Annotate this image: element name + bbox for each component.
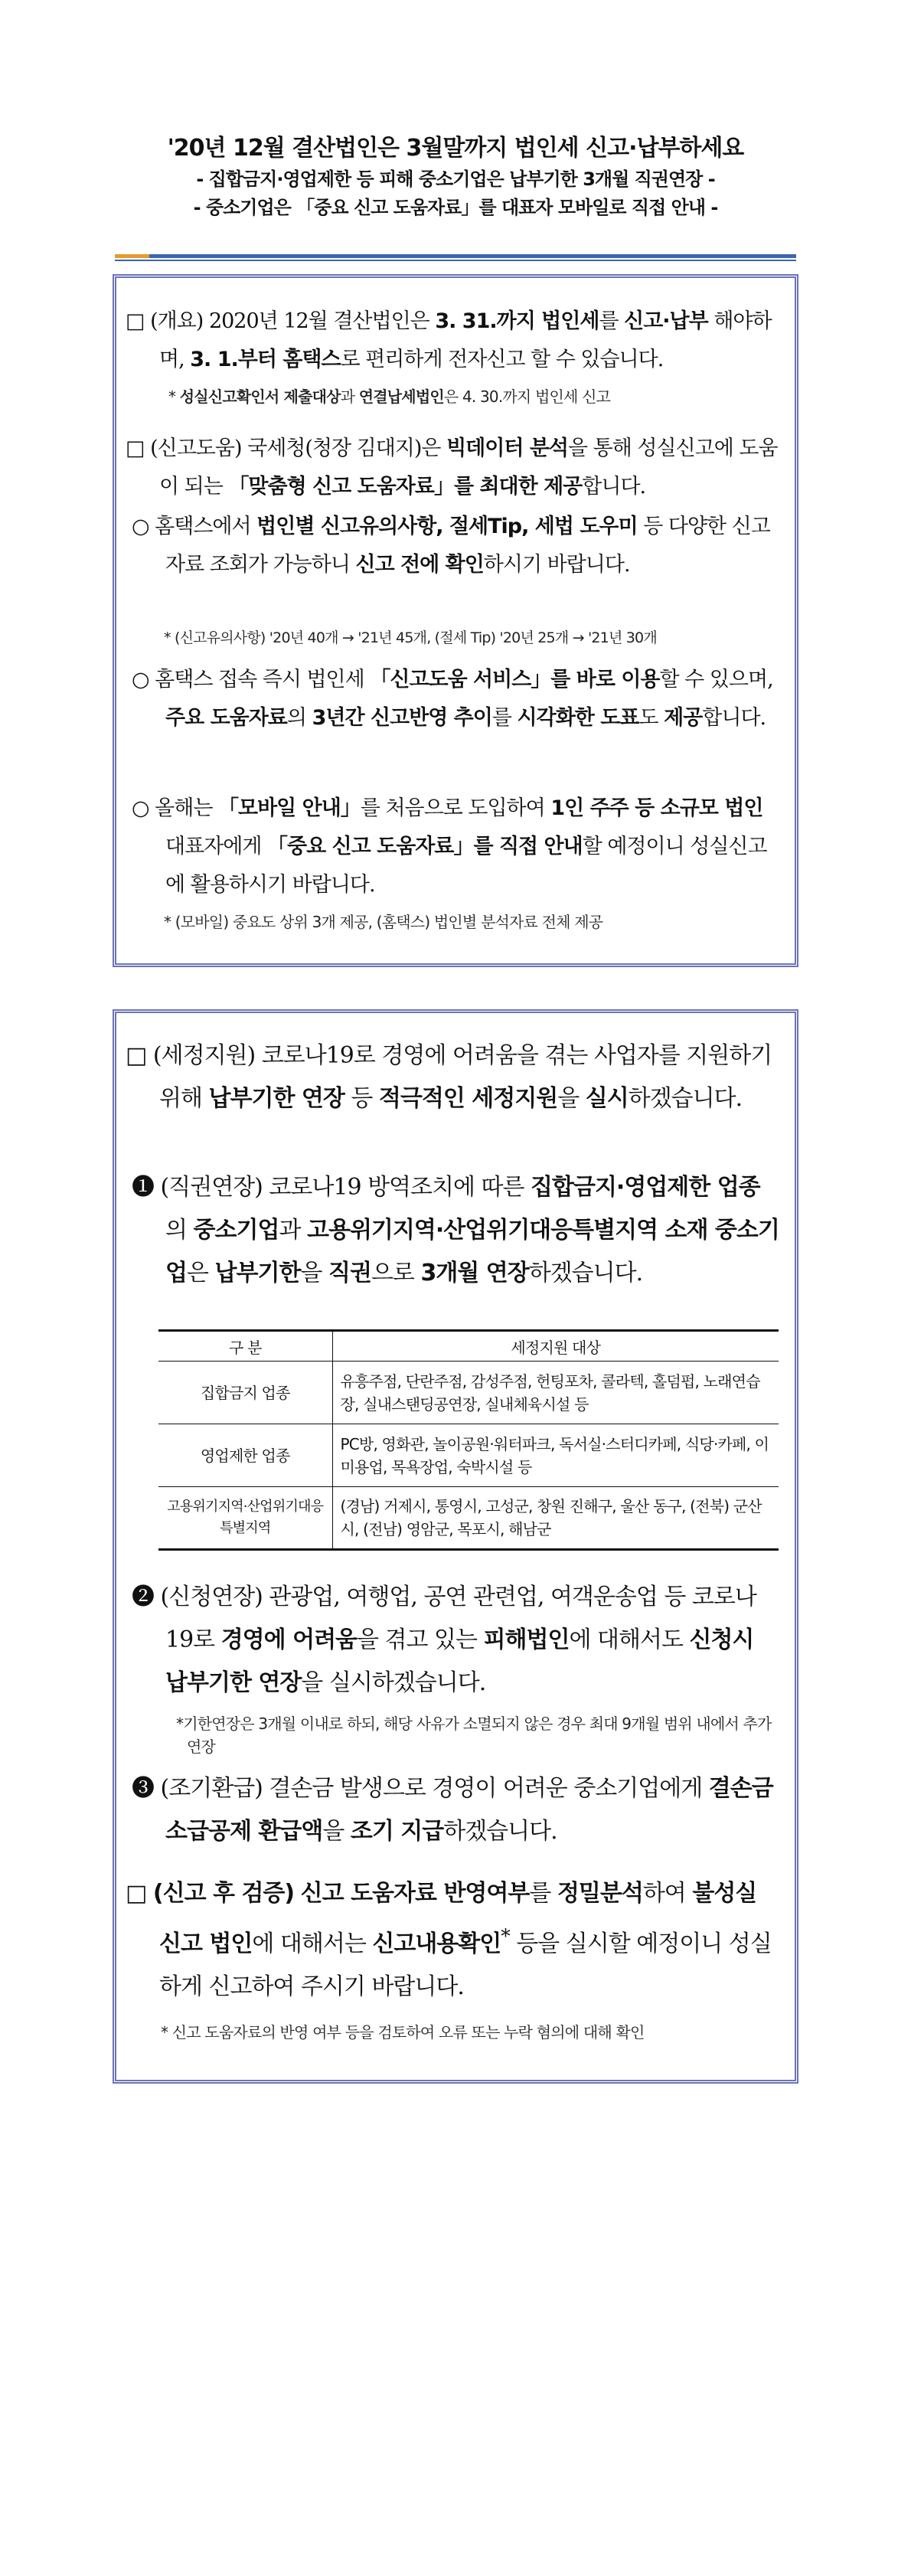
emphasis: 신고 도움자료 반영여부: [300, 1880, 530, 1907]
emphasis: 주요 도움자료: [165, 706, 287, 730]
help-item-1: [132, 508, 781, 584]
table-row: [158, 1487, 779, 1550]
table-cell-targets: 유흥주점, 단란주점, 감성주점, 헌팅포차, 콜라텍, 홀덤펍, 노래연습장, 실내스탠딩공연장, 실내체육시설 등: [332, 1362, 779, 1424]
text: 을: [322, 1818, 344, 1845]
emphasis: 중소기업: [193, 1217, 279, 1244]
checkbox-bullet: □: [126, 1042, 147, 1069]
emphasis: 3년간 신고반영 추이: [312, 706, 492, 730]
emphasis: 법인별 신고유의사항, 절세Tip, 세법 도우미: [256, 515, 638, 538]
text: 올해는: [155, 796, 213, 820]
note-mark: *: [164, 629, 171, 646]
text: 하겠습니다.: [528, 1260, 643, 1286]
text: 할 수 있으며,: [659, 668, 773, 691]
note-mark: *: [168, 387, 176, 406]
table-cell-category: 고용위기지역·산업위기대응특별지역: [158, 1487, 332, 1550]
verify-note: [161, 2021, 785, 2044]
help-item-3: [132, 789, 781, 904]
text: 을: [300, 1260, 322, 1286]
emphasis: 집합금지·영업제한 업종: [531, 1174, 760, 1201]
text: 도: [638, 706, 658, 730]
tag-label: (개요): [150, 309, 204, 333]
emphasis: 「신고도움 서비스」를 바로 이용: [370, 668, 660, 691]
emphasis: 신고·납부: [624, 309, 708, 333]
emphasis: 1인 주주 등 소규모 법인: [550, 796, 763, 820]
emphasis: 신고내용확인: [372, 1930, 501, 1957]
text: 하겠습니다.: [628, 1085, 743, 1112]
text: 해야하며,: [159, 309, 772, 371]
text: 2020년 12월 결산법인은: [208, 309, 429, 333]
text: 하시기 바랍니다.: [483, 553, 630, 577]
subtitle-1: - 집합금지·영업제한 등 피해 중소기업은 납부기한 3개월 직권연장 -: [196, 168, 715, 190]
number-bullet: ❶: [132, 1174, 154, 1201]
emphasis: 빅데이터 분석: [446, 436, 568, 460]
emphasis: 3개월 연장: [420, 1260, 529, 1286]
text: 의: [165, 1217, 187, 1244]
table-row: [158, 1362, 779, 1424]
text: 으로: [371, 1260, 414, 1286]
table-header-cell: 구 분: [158, 1331, 332, 1362]
subtitle-2: - 중소기업은 「중요 신고 도움자료」를 대표자 모바일로 직접 안내 -: [193, 197, 718, 218]
text: 을 통해 성실신고에 도움이 되는: [159, 436, 778, 499]
text: 결손금 발생으로 경영이 어려운 중소기업에게: [269, 1775, 703, 1802]
text: 을 실시하겠습니다.: [301, 1669, 486, 1696]
text: 를 처음으로 도입하여: [360, 796, 545, 820]
text: 할 예정이니 성실신고에 활용하시기 바랍니다.: [165, 835, 767, 897]
emphasis: 시각화한 도표: [517, 706, 639, 730]
text: 로 편리하게 전자신고 할 수 있습니다.: [340, 348, 664, 371]
help-item-3-note: [164, 910, 784, 933]
support-target-table: [158, 1329, 779, 1551]
text: 를: [491, 706, 511, 730]
emphasis: 「중요 신고 도움자료」를 직접 안내: [267, 835, 583, 858]
help-item-2: [132, 661, 781, 737]
emphasis: 정밀분석: [557, 1880, 643, 1907]
checkbox-bullet: □: [126, 436, 145, 460]
note-text: (모바일) 중요도 상위 3개 제공, (홈택스) 법인별 분석자료 전체 제공: [175, 913, 603, 931]
text: 등: [351, 1085, 373, 1112]
text: 홈택스 접속 즉시 법인세: [155, 668, 364, 691]
emphasis: 피해법인: [483, 1626, 570, 1653]
text: 합니다.: [702, 706, 766, 730]
emphasis: 실시: [585, 1085, 629, 1112]
text: 홈택스에서: [155, 515, 251, 538]
note-text: 신고 도움자료의 반영 여부 등을 검토하여 오류 또는 누락 혐의에 대해 확인: [171, 2023, 645, 2042]
tag-label: (세정지원): [152, 1042, 256, 1069]
emphasis: 3. 1.부터 홈택스: [190, 348, 341, 371]
text: 를: [599, 309, 619, 333]
text: 대표자에게: [165, 835, 262, 858]
verify-paragraph: [126, 1872, 780, 2009]
text: 국세청(청장 김대지)은: [247, 436, 441, 460]
emphasis: 직권: [328, 1260, 371, 1286]
text: 코로나19로 경영에 어려움을 겪는 사업자를 지원하기 위해: [159, 1042, 772, 1112]
footnote-mark: *: [501, 1925, 510, 1947]
help-item-1-note: [164, 626, 784, 649]
text: 과: [279, 1217, 301, 1244]
number-bullet: ❸: [132, 1775, 154, 1802]
overview-paragraph: [126, 302, 780, 379]
summary-box: [113, 274, 798, 967]
support-paragraph: [126, 1035, 780, 1120]
emphasis: 「맞춤형 신고 도움자료」를 최대한 제공: [228, 475, 583, 499]
tag-label: (직권연장): [160, 1174, 263, 1201]
text: 에 대해서는: [252, 1930, 366, 1957]
emphasis: 조기 지급: [350, 1818, 444, 1845]
header: [115, 132, 796, 222]
text: 등 다양한 신고 자료 조회가 가능하니: [165, 515, 770, 577]
table-cell-category: 영업제한 업종: [158, 1424, 332, 1487]
text: 을: [557, 1085, 580, 1112]
help-paragraph: [126, 430, 780, 506]
note-text: 기한연장은 3개월 이내로 하되, 해당 사유가 소멸되지 않은 경우 최대 9개월 범위 내에서 추가 연장: [183, 1715, 772, 1756]
emphasis: 경영에 어려움: [220, 1626, 358, 1653]
text: 하겠습니다.: [443, 1818, 557, 1845]
emphasis: 성실신고확인서 제출대상: [179, 387, 341, 406]
note-mark: *: [176, 1715, 184, 1733]
note-mark: *: [164, 913, 171, 931]
emphasis: 불성실 신고 법인: [159, 1880, 757, 1957]
note-mark: *: [161, 2023, 168, 2042]
emphasis: 신청시 납부기한 연장: [165, 1626, 754, 1696]
circle-bullet: ○: [132, 515, 149, 538]
table-cell-category: 집합금지 업종: [158, 1362, 332, 1424]
support-item-2-note: [176, 1712, 781, 1758]
emphasis: 연결납세법인: [358, 387, 444, 406]
support-box: [113, 1009, 798, 2084]
circle-bullet: ○: [132, 796, 149, 820]
emphasis: 납부기한: [214, 1260, 301, 1286]
tag-label: (신고도움): [150, 436, 242, 460]
text: 하여: [642, 1880, 686, 1907]
page-title: '20년 12월 결산법인은 3월말까지 법인세 신고·납부하세요: [167, 135, 744, 162]
divider-thin: [115, 260, 796, 261]
text: 코로나19 방역조치에 따른: [269, 1174, 524, 1201]
text: 의: [286, 706, 306, 730]
text: 에 대해서도: [569, 1626, 683, 1653]
text: 를: [529, 1880, 551, 1907]
support-item-3: [132, 1767, 781, 1853]
emphasis: 3. 31.까지 법인세: [435, 309, 599, 333]
text: 을 겪고 있는: [357, 1626, 478, 1653]
checkbox-bullet: □: [126, 1880, 147, 1907]
tag-label: (신청연장): [160, 1584, 263, 1610]
text: 과: [340, 387, 355, 406]
table-header-cell: 세정지원 대상: [332, 1331, 779, 1362]
tag-label: (조기환급): [160, 1775, 263, 1802]
table-cell-targets: PC방, 영화관, 놀이공원·워터파크, 독서실·스터디카페, 식당·카페, 이미용업, 목욕장업, 숙박시설 등: [332, 1424, 779, 1487]
text: 합니다.: [582, 475, 646, 499]
text: 관광업, 여행업, 공연 관련업, 여객운송업 등 코로나19로: [165, 1584, 756, 1653]
divider-orange: [115, 254, 149, 258]
emphasis: 신고 전에 확인: [355, 553, 484, 577]
table-header-row: [158, 1331, 779, 1362]
divider-blue: [149, 254, 796, 258]
emphasis: 결손금소급공제 환급액: [165, 1775, 773, 1845]
emphasis: 제공: [664, 706, 703, 730]
emphasis: 납부기한 연장: [208, 1085, 344, 1112]
emphasis: 고용위기지역·산업위기대응특별지역 소재 중소기업: [165, 1217, 779, 1286]
text: 은 4. 30.까지 법인세 신고: [443, 387, 611, 406]
support-item-1: [132, 1166, 781, 1295]
text: 은: [186, 1260, 208, 1286]
title-divider: [115, 254, 796, 262]
table-row: [158, 1424, 779, 1487]
emphasis: 적극적인 세정지원: [378, 1085, 558, 1112]
number-bullet: ❷: [132, 1584, 154, 1610]
tag-label: (신고 후 검증): [152, 1880, 295, 1907]
table-cell-targets: (경남) 거제시, 통영시, 고성군, 창원 진해구, 울산 동구, (전북) 군산시, (전남) 영암군, 목포시, 해남군: [332, 1487, 779, 1550]
support-item-2: [132, 1576, 781, 1705]
note-text: (신고유의사항) '20년 40개 → '21년 45개, (절세 Tip) '20년 25개 → '21년 30개: [174, 629, 657, 646]
emphasis: 「모바일 안내」: [218, 796, 361, 820]
circle-bullet: ○: [132, 668, 149, 691]
overview-note: [168, 385, 781, 408]
text: 등을 실시할 예정이니 성실하게 신고하여 주시기 바랍니다.: [159, 1930, 772, 2000]
checkbox-bullet: □: [126, 309, 145, 333]
